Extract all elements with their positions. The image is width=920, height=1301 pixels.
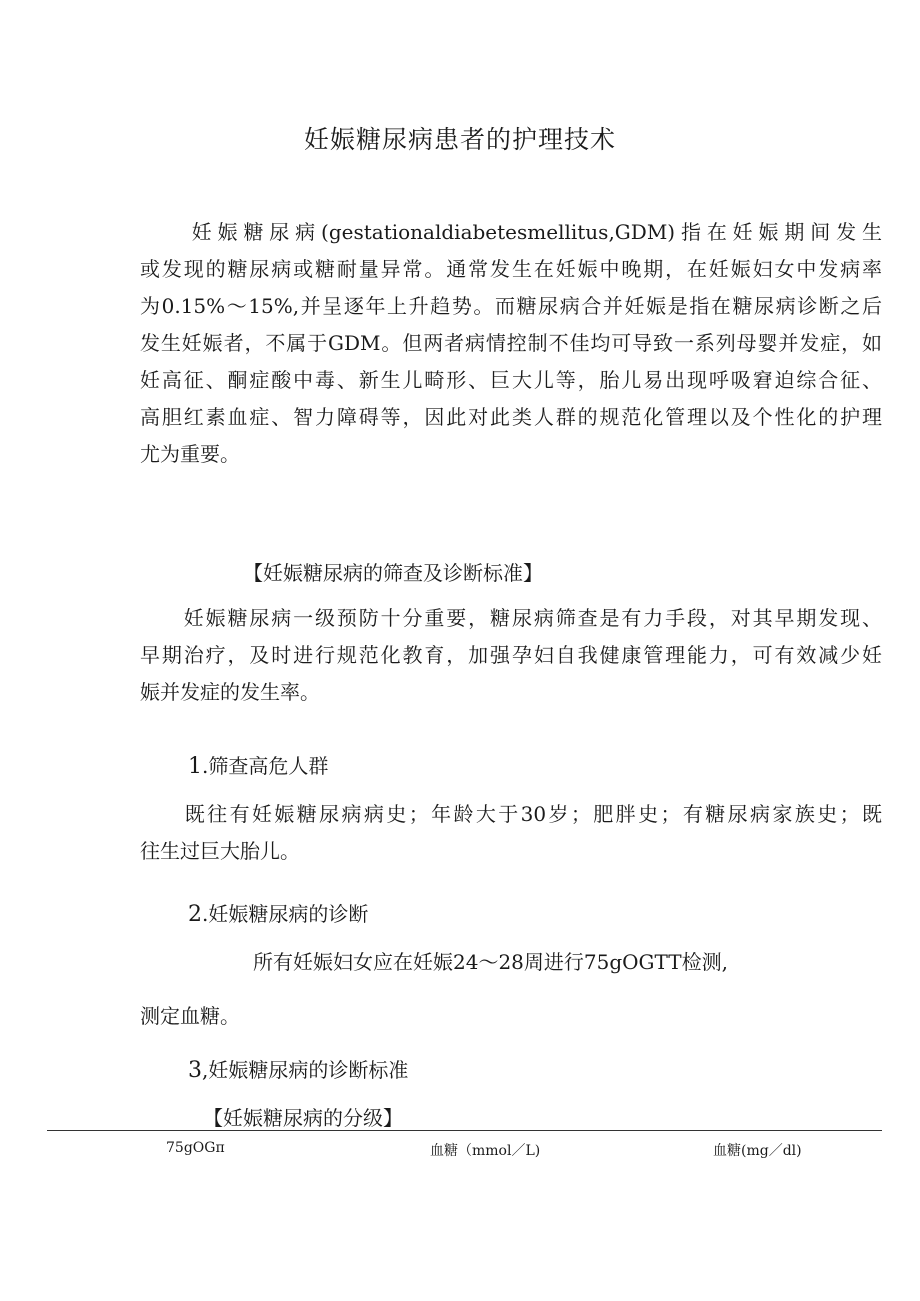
classification-heading: 【妊娠糖尿病的分级】 bbox=[203, 1106, 403, 1130]
page-title: 妊娠糖尿病患者的护理技术 bbox=[303, 125, 616, 154]
paragraph-line: 尤为重要。 bbox=[140, 442, 240, 466]
table-header-ogtt: 75gOGπ bbox=[166, 1140, 225, 1156]
item-label: .筛查高危人群 bbox=[202, 754, 329, 778]
paragraph-line: 娠并发症的发生率。 bbox=[140, 680, 320, 704]
paragraph-line: 早期治疗，及时进行规范化教育，加强孕妇自我健康管理能力，可有效减少妊 bbox=[140, 643, 882, 667]
table-header-mgdl: 血糖(mg／dl) bbox=[713, 1143, 802, 1159]
paragraph-line: 往生过巨大胎儿。 bbox=[140, 839, 300, 863]
item-number: 1 bbox=[188, 754, 202, 779]
paragraph-line: 妊高征、酮症酸中毒、新生儿畸形、巨大儿等，胎儿易出现呼吸窘迫综合征、 bbox=[140, 368, 882, 392]
item-3-heading bbox=[188, 1054, 408, 1083]
item-label: .妊娠糖尿病的诊断 bbox=[202, 902, 369, 926]
item-number: 2 bbox=[188, 902, 202, 927]
paragraph-line: 妊娠糖尿病一级预防十分重要，糖尿病筛查是有力手段，对其早期发现、 bbox=[140, 606, 882, 630]
item-2-heading bbox=[188, 898, 368, 927]
paragraph-line: 或发现的糖尿病或糖耐量异常。通常发生在妊娠中晚期，在妊娠妇女中发病率 bbox=[140, 257, 882, 281]
screening-section-heading: 【妊娠糖尿病的筛查及诊断标准】 bbox=[243, 561, 543, 585]
item-2-line-1: 所有妊娠妇女应在妊娠24～28周进行75gOGTT检测, bbox=[253, 950, 728, 974]
item-2-line-2: 测定血糖。 bbox=[140, 1004, 240, 1028]
paragraph-line: 妊娠糖尿病(gestationaldiabetesmellitus,GDM)指在妊娠期间发生 bbox=[140, 220, 882, 244]
screening-paragraph bbox=[140, 600, 882, 711]
item-label: ,妊娠糖尿病的诊断标准 bbox=[202, 1058, 409, 1082]
paragraph-line: 发生妊娠者，不属于GDM。但两者病情控制不佳均可导致一系列母婴并发症，如 bbox=[140, 331, 882, 355]
paragraph-line: 高胆红素血症、智力障碍等，因此对此类人群的规范化管理以及个性化的护理 bbox=[140, 405, 882, 429]
table-header-mmol: 血糖（mmol／L) bbox=[430, 1143, 541, 1159]
paragraph-line: 既往有妊娠糖尿病病史；年龄大于30岁；肥胖史；有糖尿病家族史；既 bbox=[140, 802, 882, 826]
item-number: 3 bbox=[188, 1058, 202, 1083]
table-top-rule bbox=[47, 1130, 882, 1131]
item-1-heading bbox=[188, 750, 328, 779]
paragraph-line: 为0.15%～15%,并呈逐年上升趋势。而糖尿病合并妊娠是指在糖尿病诊断之后 bbox=[140, 294, 882, 318]
item-1-paragraph bbox=[140, 796, 882, 870]
intro-paragraph bbox=[140, 214, 882, 473]
